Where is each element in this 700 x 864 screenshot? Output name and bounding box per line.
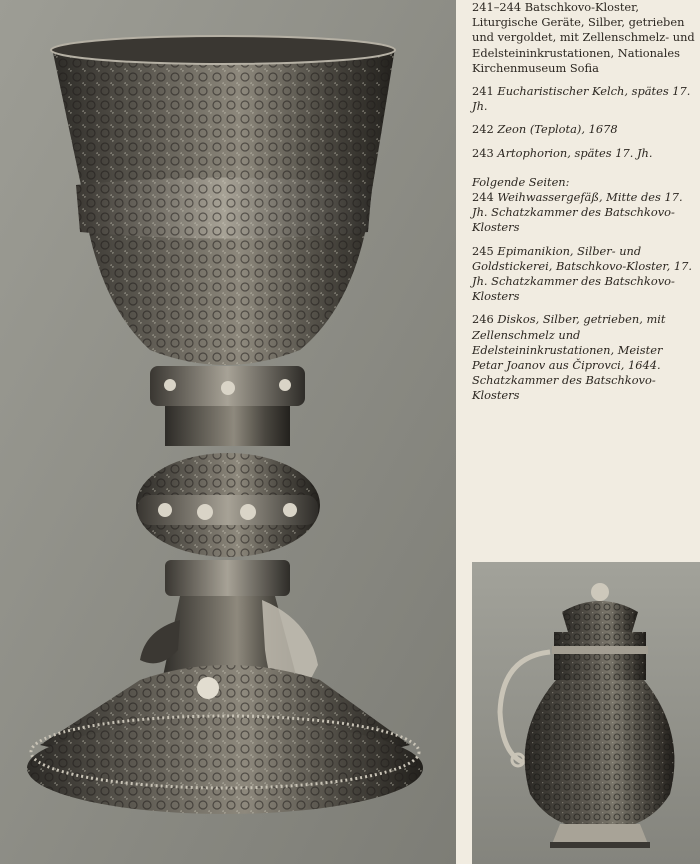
caption-item-241: 241 Eucharistischer Kelch, spätes 17. Jh. [472, 84, 691, 114]
caption-item-246: 246 Diskos, Silber, getrieben, mit Zellenschmelz und Edelsteininkrustationen, Meister Petar Joanov aus Čiprovci, 1644. Schatzkammer des Batschkovo-Klosters [472, 312, 666, 403]
caption-following: Folgende Seiten: 244 Weihwassergefäß, Mitte des 17. Jh. Schatzkammer des Batschkovo-Klosters [472, 174, 683, 235]
caption-item-242: 242 Zeon (Teplota), 1678 [472, 122, 618, 137]
following-label: Folgende Seiten: [472, 174, 570, 189]
caption-block [472, 0, 696, 412]
jug-illustration [472, 562, 700, 864]
caption-item-243: 243 Artophorion, spätes 17. Jh. [472, 145, 653, 160]
caption-item-244: Weihwassergefäß, Mitte des 17. Jh. Schatzkammer des Batschkovo-Klosters [472, 190, 683, 235]
caption-item-245: 245 Epimanikion, Silber- und Goldstickerei, Batschkovo-Kloster, 17. Jh. Schatzkammer des Batschkovo-Klosters [472, 243, 692, 304]
jug-photo [472, 562, 700, 864]
caption-intro: 241–244 Batschkovo-Kloster, Liturgische Geräte, Silber, getrieben und vergoldet, mit Zellenschmelz- und Edelsteininkrustationen, Nationales Kirchenmuseum Sofia [472, 0, 695, 75]
